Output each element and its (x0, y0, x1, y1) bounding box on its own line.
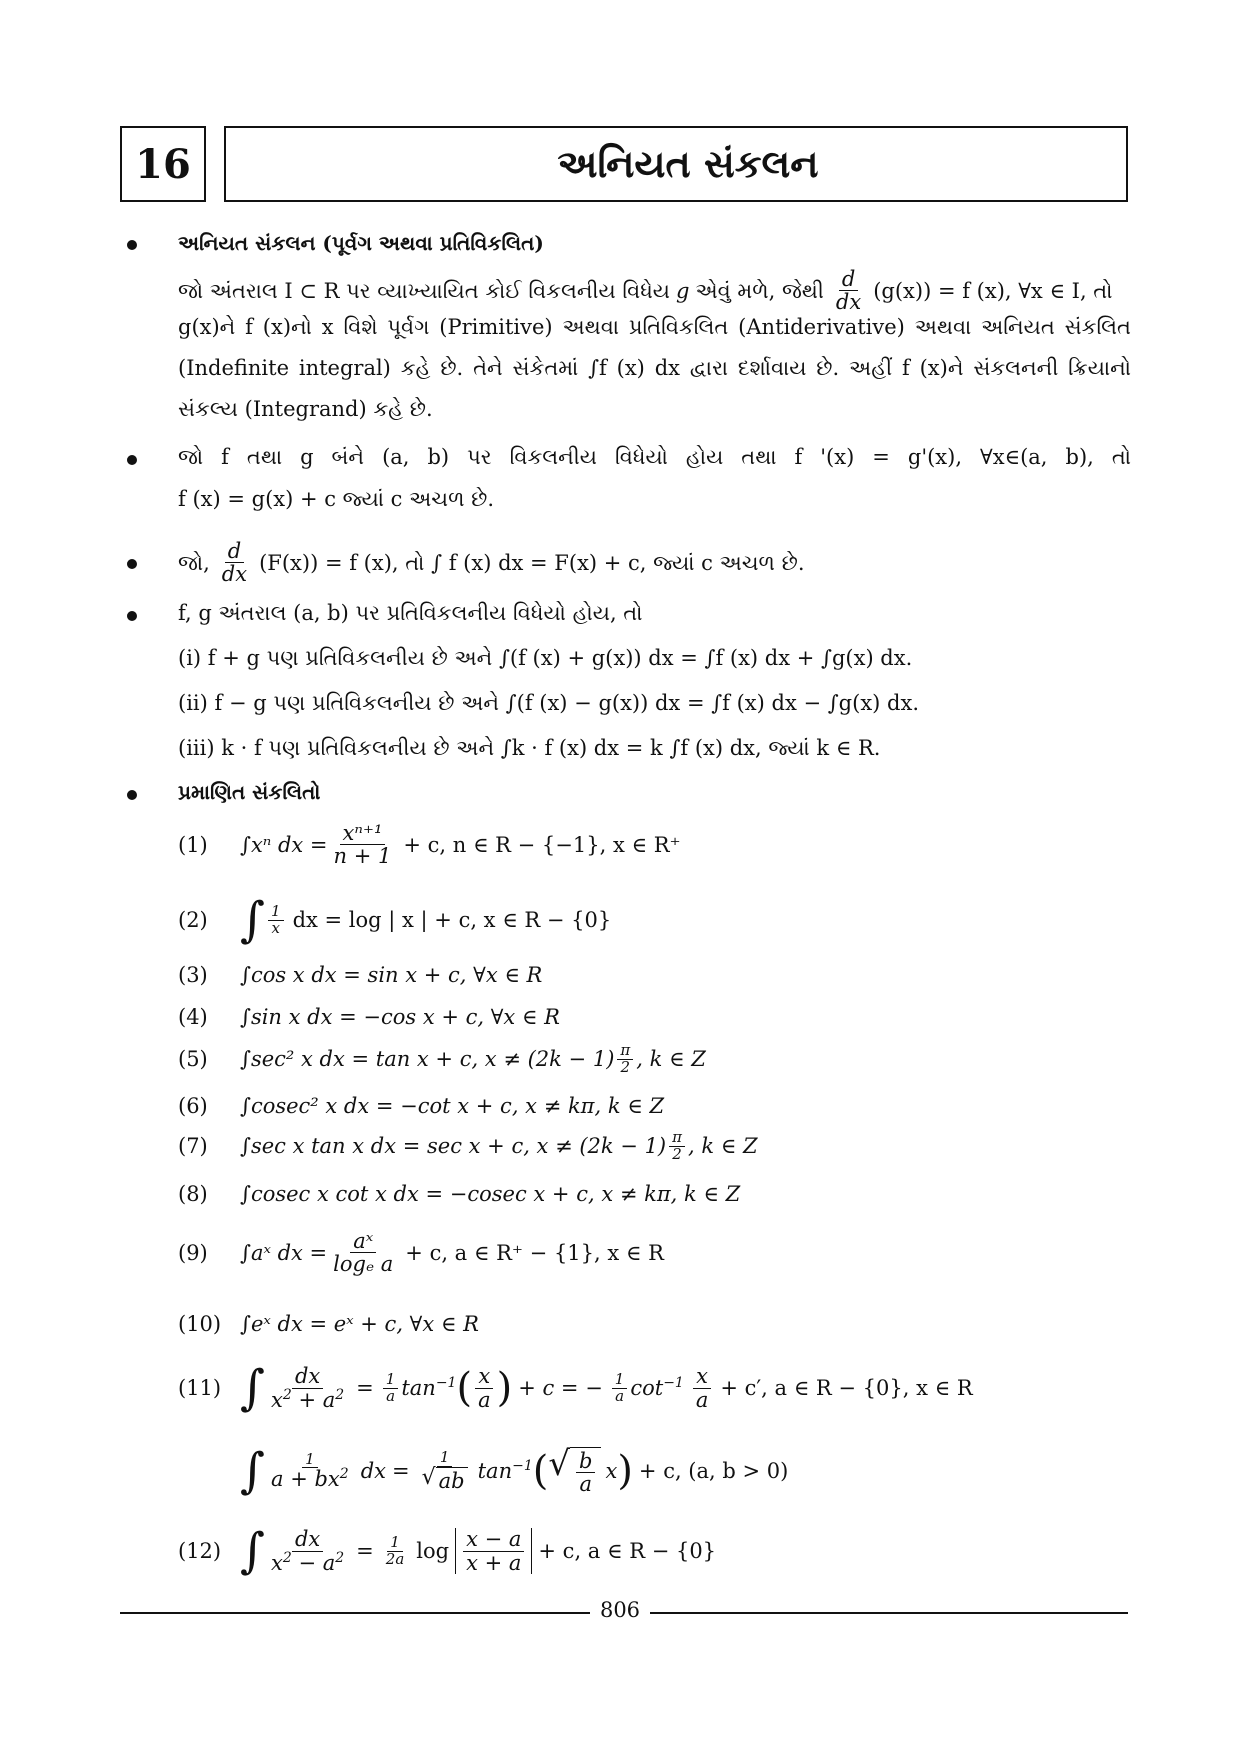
formula-1 (178, 822, 681, 867)
list-item: (ii) f − g પણ પ્રતિવિકલનીય છે અને ∫(f (x) − g(x)) dx = ∫f (x) dx − ∫g(x) dx. (178, 691, 919, 715)
formula-number: (1) (178, 832, 208, 857)
paragraph-line: f, g અંતરાલ (a, b) પર પ્રતિવિકલનીય વિધેયો હોય, તો (178, 601, 643, 625)
integral-sign: ∫ (240, 1443, 266, 1500)
text-span: + c′, a ∈ R − {0}, x ∈ R (720, 1376, 973, 1400)
footer-rule (650, 1612, 1128, 1614)
text-span: dx = log | x | + c, x ∈ R − {0} (292, 908, 612, 932)
square-root: √ $\frac{b}{a}$ (548, 1447, 601, 1495)
section-heading: અનિયત સંકલન (પૂર્વગ અથવા પ્રતિવિકલિત) (178, 231, 544, 255)
denominator: logₑ a (333, 1252, 394, 1277)
text-span: (g(x)) = f (x), ∀x ∈ I, તો (873, 278, 1113, 303)
paragraph-line (178, 268, 1131, 313)
text-span: ∫xⁿ dx = (240, 832, 328, 857)
bullet (127, 240, 137, 250)
formula-7 (178, 1130, 758, 1163)
numerator: aˣ (350, 1230, 376, 1253)
section-heading: પ્રમાણિત સંકલિતો (178, 780, 321, 804)
list-item: (i) f + g પણ પ્રતિવિકલનીય છે અને ∫(f (x) + g(x)) dx = ∫f (x) dx + ∫g(x) dx. (178, 646, 913, 670)
formula-number: (10) (178, 1312, 222, 1336)
formula-10 (178, 1312, 479, 1336)
text-span: ∫sec² x dx = tan x + c, x ≠ (2k − 1) (240, 1047, 615, 1072)
bullet (127, 790, 137, 800)
derivative-operator: $\frac{d}{dx}$ (835, 267, 862, 315)
paragraph-line: g(x)ને f (x)નો x વિશે પૂર્વગ (Primitive) અથવા પ્રતિવિકલિત (Antiderivative) અથવા અનિયત સંકલિત (178, 315, 1131, 339)
integral-sign: ∫ (240, 1360, 266, 1416)
list-item: (iii) k · f પણ પ્રતિવિકલનીય છે અને ∫k · f (x) dx = k ∫f (x) dx, જ્યાં k ∈ R. (178, 736, 881, 760)
text-span: , k ∈ Z (687, 1134, 758, 1159)
text-span: ∫sec x tan x dx = sec x + c, x ≠ (2k − 1) (240, 1134, 667, 1159)
text-span: જો અંતરાલ I ⊂ R પર વ્યાખ્યાયિત કોઈ વિકલનીય વિધેય (178, 278, 671, 303)
text-span: ∫aˣ dx = (240, 1240, 328, 1265)
fraction: $\frac{dx}{x^2 + a^2}$ (271, 1364, 345, 1412)
chapter-number: 16 (120, 126, 206, 202)
formula-number: (12) (178, 1539, 222, 1563)
derivative-operator: $\frac{d}{dx}$ (221, 539, 248, 587)
fraction: $\frac{1}{x}$ (268, 904, 284, 937)
paragraph-line: (Indefinite integral) કહે છે. તેને સંકેતમાં ∫f (x) dx દ્વારા દર્શાવાય છે. અહીં f (x)ને સંકલનની ક્રિયાનો (178, 356, 1131, 380)
integral-sign: ∫ (240, 892, 266, 948)
page-number: 806 (599, 1598, 641, 1622)
text-span: + c, a ∈ R − {0} (538, 1539, 717, 1563)
bullet (127, 455, 137, 465)
formula-9 (178, 1230, 664, 1275)
formula-number: (8) (178, 1182, 208, 1206)
formula-number: (7) (178, 1134, 208, 1159)
formula-number: (6) (178, 1094, 208, 1118)
fraction: $\frac{1}{a + bx^2}$ (271, 1449, 349, 1492)
formula-8 (178, 1182, 740, 1206)
fraction: $\frac{1}{a}$ (612, 1372, 628, 1405)
numerator: xⁿ⁺¹ (340, 822, 386, 845)
text-span: + c, (a, b > 0) (638, 1459, 789, 1484)
fraction: $\frac{x}{a}$ (475, 1365, 494, 1410)
formula-number: (11) (178, 1376, 222, 1400)
formula-number: (2) (178, 908, 208, 932)
formula-5 (178, 1043, 706, 1076)
paragraph-line: f (x) = g(x) + c જ્યાં c અચળ છે. (178, 487, 495, 511)
formula-6 (178, 1094, 664, 1118)
paragraph-line: જો f તથા g બંને (a, b) પર વિકલનીય વિધેયો હોય તથા f '(x) = g'(x), ∀x∈(a, b), તો (178, 445, 1131, 469)
formula-11: (11) ∫ $\frac{dx}{x^2 + a^2}$ = $\frac{1}{a}$ $\tan^{-1}$ ( $\frac{x}{a}$ ) + c = − $\frac{1}{a}$ $\cot^{-1}$ $\frac{x}{a}$ + c′, a ∈ R − {0}, x ∈ R (178, 1360, 973, 1416)
text-span: ∫cosec x cot x dx = −cosec x + c, x ≠ kπ, k ∈ Z (240, 1182, 741, 1206)
fraction: $\frac{dx}{x^2 - a^2}$ (271, 1527, 345, 1575)
chapter-title: અનિયત સંકલન (224, 126, 1128, 202)
fraction: $\frac{1}{2a}$ (385, 1532, 405, 1568)
formula-number: (9) (178, 1240, 208, 1265)
fraction: $\frac{\pi}{2}$ (669, 1130, 685, 1163)
formula-number: (4) (178, 1005, 208, 1029)
text-span: ∫cos x dx = sin x + c, ∀x ∈ R (240, 963, 543, 987)
text-span: (F(x)) = f (x), તો ∫ f (x) dx = F(x) + c, જ્યાં c અચળ છે. (259, 550, 805, 575)
text-span: ∫eˣ dx = eˣ + c, ∀x ∈ R (240, 1312, 479, 1336)
bullet (127, 611, 137, 621)
formula-3 (178, 963, 542, 987)
text-span: g (676, 278, 690, 303)
footer-rule (120, 1612, 590, 1614)
fraction (330, 1230, 396, 1275)
paragraph-line (178, 540, 1131, 585)
formula-11b: ∫ $\frac{1}{a + bx^2}$ dx = 1 √ ab $\tan^{-1}$ ( √ $\frac{b}{a}$ x ) + c, (a, b > 0) (240, 1443, 789, 1500)
text-span: ∫sin x dx = −cos x + c, ∀x ∈ R (240, 1005, 560, 1029)
fraction: $\frac{\pi}{2}$ (617, 1043, 633, 1076)
text-span: + c, n ∈ R − {−1}, x ∈ R⁺ (403, 832, 681, 857)
fraction (331, 822, 395, 867)
text-span: + c, a ∈ R⁺ − {1}, x ∈ R (405, 1240, 664, 1265)
paragraph-line: સંકલ્ય (Integrand) કહે છે. (178, 397, 433, 421)
formula-12: (12) ∫ $\frac{dx}{x^2 - a^2}$ = $\frac{1}{2a}$ log $\frac{x - a}{x + a}$ + c, a ∈ R − {0} (178, 1523, 717, 1579)
formula-number: (3) (178, 963, 208, 987)
formula-4 (178, 1005, 560, 1029)
fraction: $\frac{x}{a}$ (693, 1365, 712, 1410)
text-span: જો, (178, 550, 210, 575)
integral-sign: ∫ (240, 1523, 266, 1579)
absolute-value: $\frac{x - a}{x + a}$ (455, 1528, 532, 1573)
bullet (127, 559, 137, 569)
denominator: n + 1 (333, 844, 392, 869)
formula-2 (178, 892, 612, 948)
fraction: $\frac{1}{a}$ (383, 1372, 399, 1405)
formula-number: (5) (178, 1047, 208, 1072)
text-span: , k ∈ Z (636, 1047, 706, 1072)
fraction: 1 √ ab (419, 1450, 471, 1492)
text-span: ∫cosec² x dx = −cot x + c, x ≠ kπ, k ∈ Z (240, 1094, 665, 1118)
text-span: એવું મળે, જેથી (695, 278, 824, 303)
